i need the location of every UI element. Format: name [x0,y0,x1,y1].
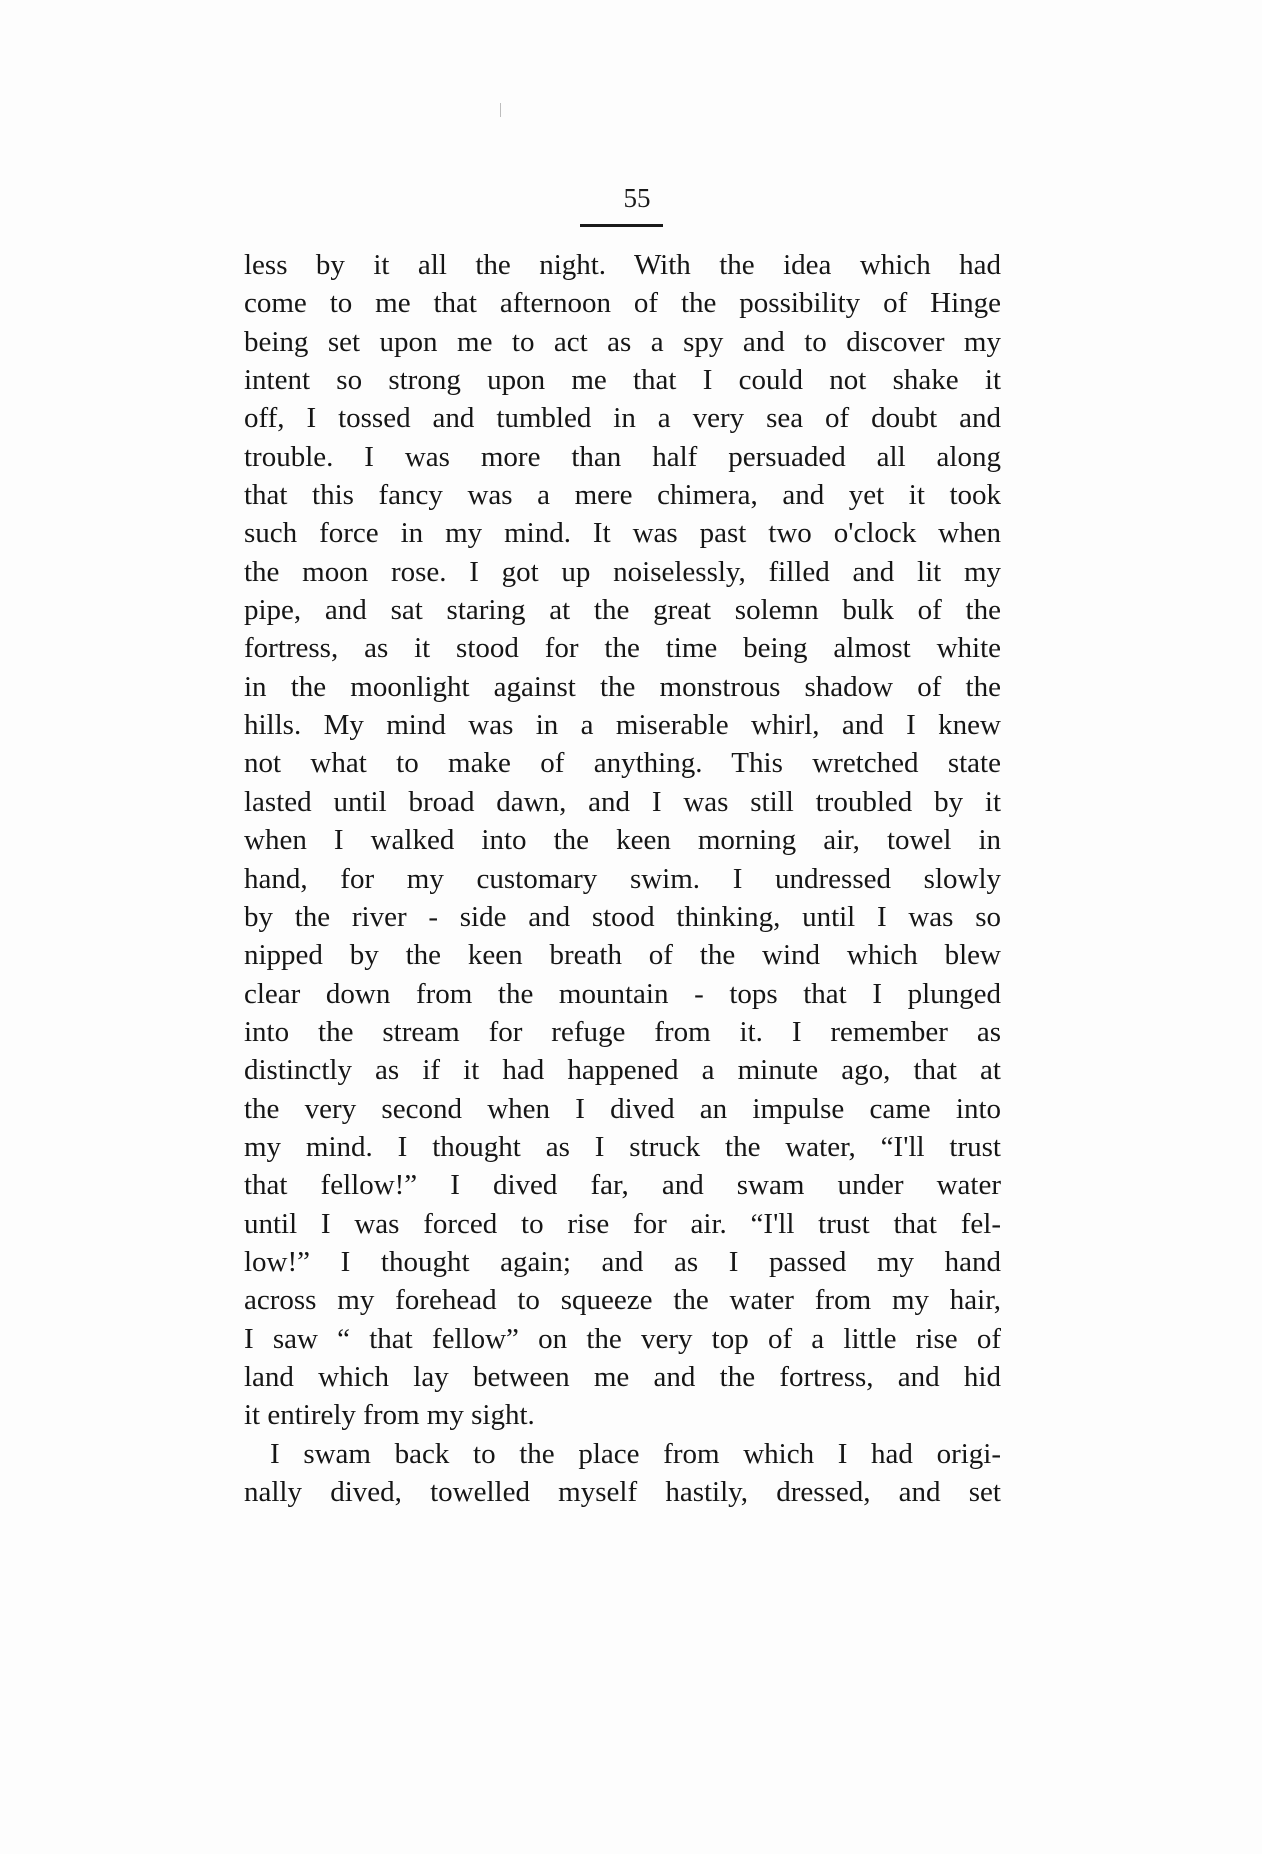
text-line: clear down from the mountain - tops that I plunged [244,977,1001,1010]
text-line: low!” I thought again; and as I passed my hand [244,1245,1001,1278]
text-line: until I was forced to rise for air. “I'll trust that fel- [244,1207,1001,1240]
text-line: into the stream for refuge from it. I remember as [244,1015,1001,1048]
text-line: not what to make of anything. This wretched state [244,747,1001,780]
text-line: the moon rose. I got up noiselessly, filled and lit my [244,555,1001,588]
text-line: nally dived, towelled myself hastily, dressed, and set [244,1476,1001,1508]
body-text [244,246,1001,1511]
text-line: lasted until broad dawn, and I was still troubled by it [244,785,1001,818]
text-line: the very second when I dived an impulse came into [244,1092,1001,1125]
text-line: that this fancy was a mere chimera, and yet it took [244,479,1001,512]
text-line: off, I tossed and tumbled in a very sea of doubt and [244,402,1001,435]
text-line: intent so strong upon me that I could not shake it [244,364,1001,397]
text-line: such force in my mind. It was past two o'clock when [244,517,1001,550]
text-line: fortress, as it stood for the time being almost white [244,632,1001,665]
text-line-paragraph-end: it entirely from my sight. [244,1399,535,1432]
text-line: in the moonlight against the monstrous shadow of the [244,670,1001,703]
text-line: come to me that afternoon of the possibility of Hinge [244,287,1001,320]
text-line: my mind. I thought as I struck the water, “I'll trust [244,1130,1001,1163]
text-line: when I walked into the keen morning air, towel in [244,824,1001,857]
text-line: across my forehead to squeeze the water from my hair, [244,1284,1001,1317]
page-number: 55 [623,183,651,213]
text-line: I saw “ that fellow” on the very top of a little rise of [244,1322,1001,1355]
text-line: trouble. I was more than half persuaded all along [244,440,1001,473]
text-line: hills. My mind was in a miserable whirl, and I knew [244,709,1001,742]
text-line: less by it all the night. With the idea which had [244,249,1001,281]
text-line: by the river - side and stood thinking, until I was so [244,900,1001,933]
text-line: distinctly as if it had happened a minute ago, that at [244,1054,1001,1087]
text-line-paragraph-start: I swam back to the place from which I had origi- [270,1437,1001,1470]
text-line: being set upon me to act as a spy and to discover my [244,325,1001,358]
scan-speck [500,103,501,117]
text-line: pipe, and sat staring at the great solemn bulk of the [244,594,1001,627]
text-line: nipped by the keen breath of the wind which blew [244,939,1001,972]
text-line: hand, for my customary swim. I undressed slowly [244,862,1001,895]
text-line: that fellow!” I dived far, and swam under water [244,1169,1001,1202]
text-line: land which lay between me and the fortress, and hid [244,1360,1001,1393]
page-number-rule [580,224,663,227]
